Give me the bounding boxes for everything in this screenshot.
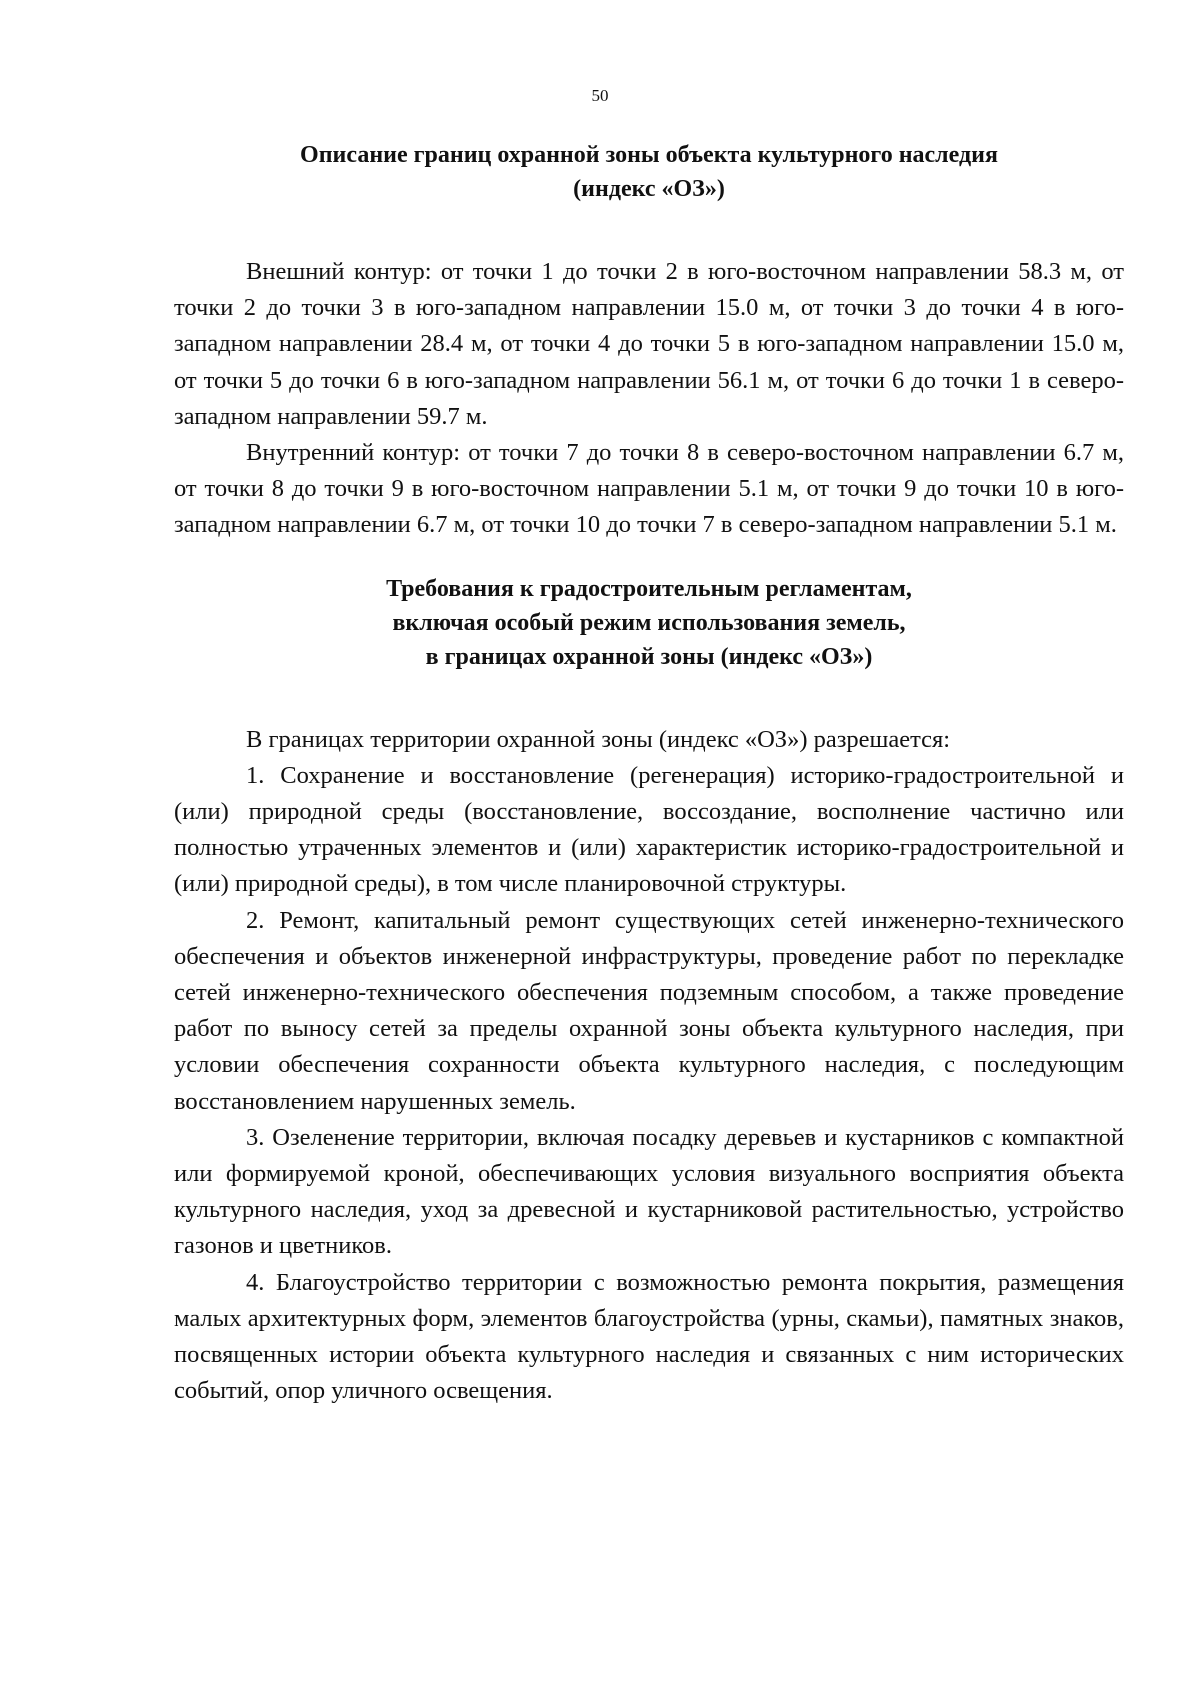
page-number: 50 — [591, 86, 609, 105]
section-heading-boundaries — [174, 138, 1124, 206]
page-content — [174, 138, 1124, 1409]
list-item-3: 3. Озеленение территории, включая посадку деревьев и кустарников с компактной или формируемой кроной, обеспечивающих условия визуального восприятия объекта культурного наследия, уход за древесной и кустарниковой растительностью, устройство газонов и цветников. — [174, 1123, 1124, 1260]
paragraph-permitted-intro: В границах территории охранной зоны (индекс «ОЗ») разрешается: — [246, 725, 951, 753]
heading-line: в границах охранной зоны (индекс «ОЗ») — [425, 643, 873, 670]
list-item-1: 1. Сохранение и восстановление (регенерация) историко-градостроительной и (или) природной среды (восстановление, воссоздание, восполнение частично или полностью утраченных элементов и (или) характеристик историко-градостроительной и (или) природной среды), в том числе планировочной структуры. — [174, 761, 1124, 898]
list-item-4: 4. Благоустройство территории с возможностью ремонта покрытия, размещения малых архитектурных форм, элементов благоустройства (урны, скамьи), памятных знаков, посвященных истории объекта культурного наследия и связанных с ним исторических событий, опор уличного освещения. — [174, 1268, 1124, 1405]
heading-line: Требования к градостроительным регламентам, — [386, 575, 912, 602]
paragraph-inner-contour: Внутренний контур: от точки 7 до точки 8 в северо-восточном направлении 6.7 м, от точки 8 до точки 9 в юго-восточном направлении 5.1 м, от точки 9 до точки 10 в юго-западном направлении 6.7 м, от точки 10 до точки 7 в северо-западном направлении 5.1 м. — [174, 439, 1124, 539]
heading-line: Описание границ охранной зоны объекта культурного наследия — [300, 142, 998, 168]
section-heading-requirements — [174, 572, 1124, 674]
list-item-2: 2. Ремонт, капитальный ремонт существующих сетей инженерно-технического обеспечения и объектов инженерной инфраструктуры, проведение работ по перекладке сетей инженерно-технического обеспечения подземным способом, а также проведение работ по выносу сетей за пределы охранной зоны объекта культурного наследия, при условии обеспечения сохранности объекта культурного наследия, с последующим восстановлением нарушенных земель. — [174, 906, 1124, 1115]
heading-line: включая особый режим использования земель, — [392, 609, 906, 636]
heading-line: (индекс «ОЗ») — [573, 176, 725, 202]
paragraph-outer-contour: Внешний контур: от точки 1 до точки 2 в юго-восточном направлении 58.3 м, от точки 2 до точки 3 в юго-западном направлении 15.0 м, от точки 3 до точки 4 в юго-западном направлении 28.4 м, от точки 4 до точки 5 в юго-западном направлении 15.0 м, от точки 5 до точки 6 в юго-западном направлении 56.1 м, от точки 6 до точки 1 в северо-западном направлении 59.7 м. — [174, 258, 1124, 430]
